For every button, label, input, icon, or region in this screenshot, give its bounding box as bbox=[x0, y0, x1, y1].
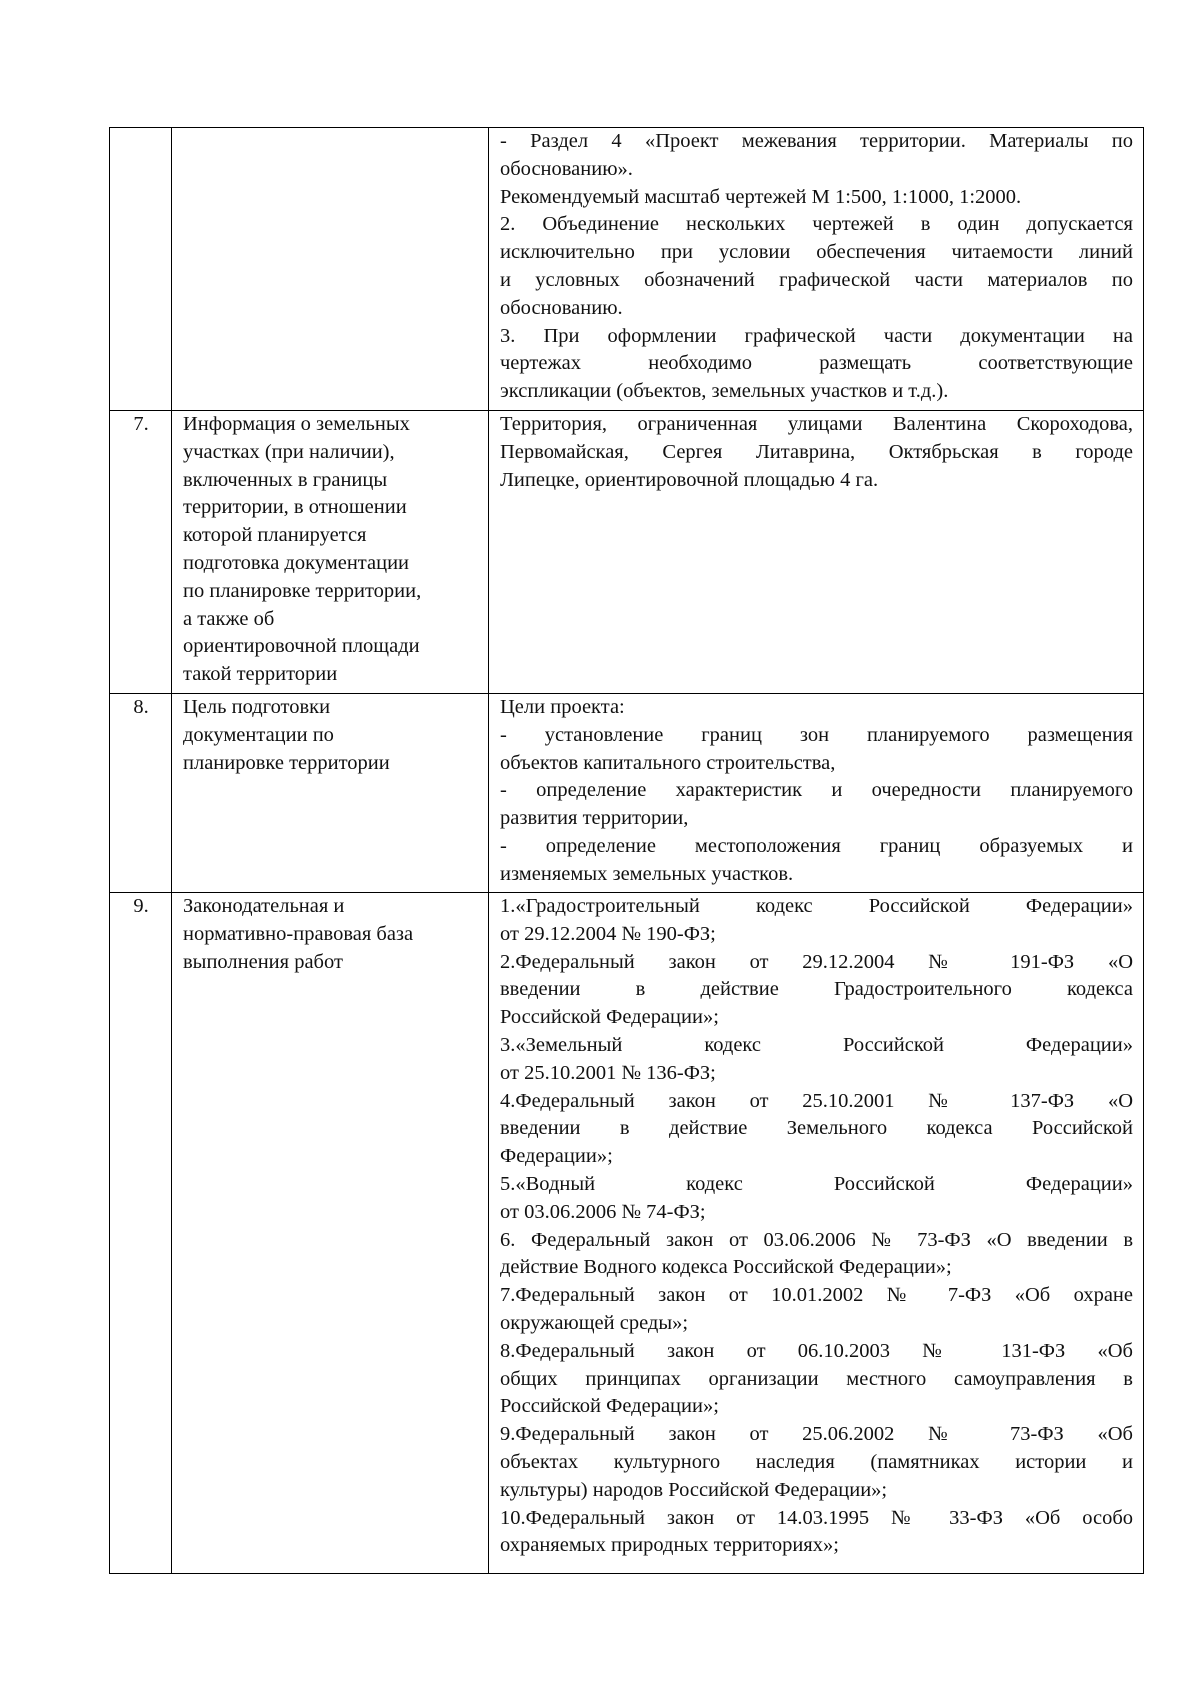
list-text: от 03.06.2006 № 74-ФЗ; bbox=[500, 1200, 706, 1223]
list-item bbox=[500, 1505, 1133, 1533]
list-text: объектах культурного наследия (памятниках истории и bbox=[500, 1450, 1133, 1473]
row-label bbox=[172, 411, 489, 694]
text-line: Рекомендуемый масштаб чертежей М 1:500, 1:1000, 1:2000. bbox=[500, 185, 1022, 208]
row-number: 8. bbox=[110, 694, 172, 893]
text-line: Цели проекта: bbox=[500, 696, 625, 718]
row-label bbox=[172, 694, 489, 893]
label-line: территории, в отношении bbox=[183, 496, 407, 519]
list-number: 1. bbox=[500, 895, 516, 917]
list-item bbox=[500, 1338, 1133, 1366]
row-number: 9. bbox=[110, 893, 172, 1574]
text-line: Первомайская, Сергея Литаврина, Октябрьская в городе bbox=[500, 440, 1133, 463]
text-line: Липецке, ориентировочной площадью 4 га. bbox=[500, 468, 879, 491]
text-line: развития территории, bbox=[500, 807, 689, 830]
label-line: ориентировочной площади bbox=[183, 635, 420, 658]
label-line: нормативно-правовая база bbox=[183, 922, 414, 945]
text-line: - определение характеристик и очередности планируемого bbox=[500, 779, 1133, 802]
list-text: от 29.12.2004 № 190-ФЗ; bbox=[500, 922, 716, 945]
label-line: планировке территории bbox=[183, 751, 390, 774]
text-line: Территория, ограниченная улицами Валентина Скороходова, bbox=[500, 413, 1133, 435]
row-label bbox=[172, 893, 489, 1574]
row-content bbox=[489, 128, 1144, 411]
text-line: объектов капитального строительства, bbox=[500, 751, 836, 774]
list-text: Федерации»; bbox=[500, 1145, 613, 1168]
list-text: Федеральный закон от 25.10.2001 № 137-ФЗ «О bbox=[515, 1089, 1133, 1112]
list-item bbox=[500, 893, 1133, 921]
list-item bbox=[500, 1171, 1133, 1199]
list-text: Федеральный закон от 14.03.1995 № 33-ФЗ «Об особо bbox=[525, 1506, 1133, 1529]
label-line: участках (при наличии), bbox=[183, 440, 395, 463]
table-row bbox=[110, 128, 1144, 411]
label-line: которой планируется bbox=[183, 524, 367, 547]
list-text: «Земельный кодекс Российской Федерации» bbox=[515, 1033, 1133, 1056]
label-line: выполнения работ bbox=[183, 950, 343, 973]
table-row bbox=[110, 893, 1144, 1574]
text-line: исключительно при условии обеспечения читаемости линий bbox=[500, 241, 1133, 264]
list-number: 9. bbox=[500, 1423, 516, 1446]
list-number: 8. bbox=[500, 1339, 516, 1362]
text-line: обоснованию». bbox=[500, 157, 633, 180]
list-text: Федеральный закон от 29.12.2004 № 191-ФЗ «О bbox=[515, 950, 1133, 973]
list-number: 10. bbox=[500, 1506, 526, 1529]
label-line: по планировке территории, bbox=[183, 579, 422, 602]
list-item bbox=[500, 1421, 1133, 1449]
list-text: введении в действие Градостроительного кодекса bbox=[500, 978, 1133, 1001]
requirements-table bbox=[109, 127, 1144, 1574]
list-text: Федеральный закон от 06.10.2003 № 131-ФЗ «Об bbox=[515, 1339, 1133, 1362]
label-line: а также об bbox=[183, 607, 275, 630]
list-text: общих принципах организации местного самоуправления в bbox=[500, 1367, 1133, 1390]
label-line: Информация о земельных bbox=[183, 413, 410, 435]
row-content bbox=[489, 411, 1144, 694]
list-number: 7. bbox=[500, 1284, 516, 1307]
text-line: 3. При оформлении графической части документации на bbox=[500, 324, 1133, 347]
list-text: «Водный кодекс Российской Федерации» bbox=[515, 1172, 1133, 1195]
row-label bbox=[172, 128, 489, 411]
label-line: включенных в границы bbox=[183, 468, 388, 491]
list-item bbox=[500, 1032, 1133, 1060]
row-content bbox=[489, 893, 1144, 1574]
text-line: чертежах необходимо размещать соответствующие bbox=[500, 352, 1133, 375]
list-item bbox=[500, 949, 1133, 977]
label-line: Законодательная и bbox=[183, 895, 345, 917]
text-line: - установление границ зон планируемого размещения bbox=[500, 723, 1133, 746]
list-number: 4. bbox=[500, 1089, 516, 1112]
text-line: - определение местоположения границ образуемых и bbox=[500, 834, 1133, 857]
list-number: 5. bbox=[500, 1172, 516, 1195]
list-number: 2. bbox=[500, 950, 516, 973]
table-row bbox=[110, 411, 1144, 694]
row-number bbox=[110, 128, 172, 411]
label-line: подготовка документации bbox=[183, 551, 410, 574]
text-line: и условных обозначений графической части материалов по bbox=[500, 268, 1133, 291]
label-line: такой территории bbox=[183, 663, 338, 686]
text-line: экспликации (объектов, земельных участков и т.д.). bbox=[500, 380, 949, 403]
list-text: окружающей среды»; bbox=[500, 1311, 689, 1334]
list-item: 6. Федеральный закон от 03.06.2006 № 73-ФЗ «О введении в bbox=[500, 1228, 1133, 1251]
label-line: Цель подготовки bbox=[183, 696, 331, 718]
text-line: обоснованию. bbox=[500, 296, 623, 319]
list-text: культуры) народов Российской Федерации»; bbox=[500, 1478, 888, 1501]
text-line: изменяемых земельных участков. bbox=[500, 862, 794, 885]
text-line: 2. Объединение нескольких чертежей в один допускается bbox=[500, 213, 1133, 236]
list-text: действие Водного кодекса Российской Федерации»; bbox=[500, 1256, 952, 1279]
list-item bbox=[500, 1088, 1133, 1116]
laws-list bbox=[500, 893, 1133, 1560]
table-row bbox=[110, 694, 1144, 893]
list-text: охраняемых природных территориях»; bbox=[500, 1534, 839, 1557]
list-text: Российской Федерации»; bbox=[500, 1006, 719, 1029]
list-text: «Градостроительный кодекс Российской Федерации» bbox=[515, 895, 1133, 917]
list-number: 3. bbox=[500, 1033, 516, 1056]
text-line: - Раздел 4 «Проект межевания территории. Материалы по bbox=[500, 130, 1133, 152]
list-text: Федеральный закон от 25.06.2002 № 73-ФЗ «Об bbox=[515, 1423, 1133, 1446]
row-number: 7. bbox=[110, 411, 172, 694]
label-line: документации по bbox=[183, 723, 334, 746]
list-text: Российской Федерации»; bbox=[500, 1395, 719, 1418]
list-text: введении в действие Земельного кодекса Российской bbox=[500, 1117, 1133, 1140]
list-item bbox=[500, 1282, 1133, 1310]
list-text: от 25.10.2001 № 136-ФЗ; bbox=[500, 1061, 716, 1084]
row-content bbox=[489, 694, 1144, 893]
list-text: Федеральный закон от 10.01.2002 № 7-ФЗ «Об охране bbox=[515, 1284, 1133, 1307]
